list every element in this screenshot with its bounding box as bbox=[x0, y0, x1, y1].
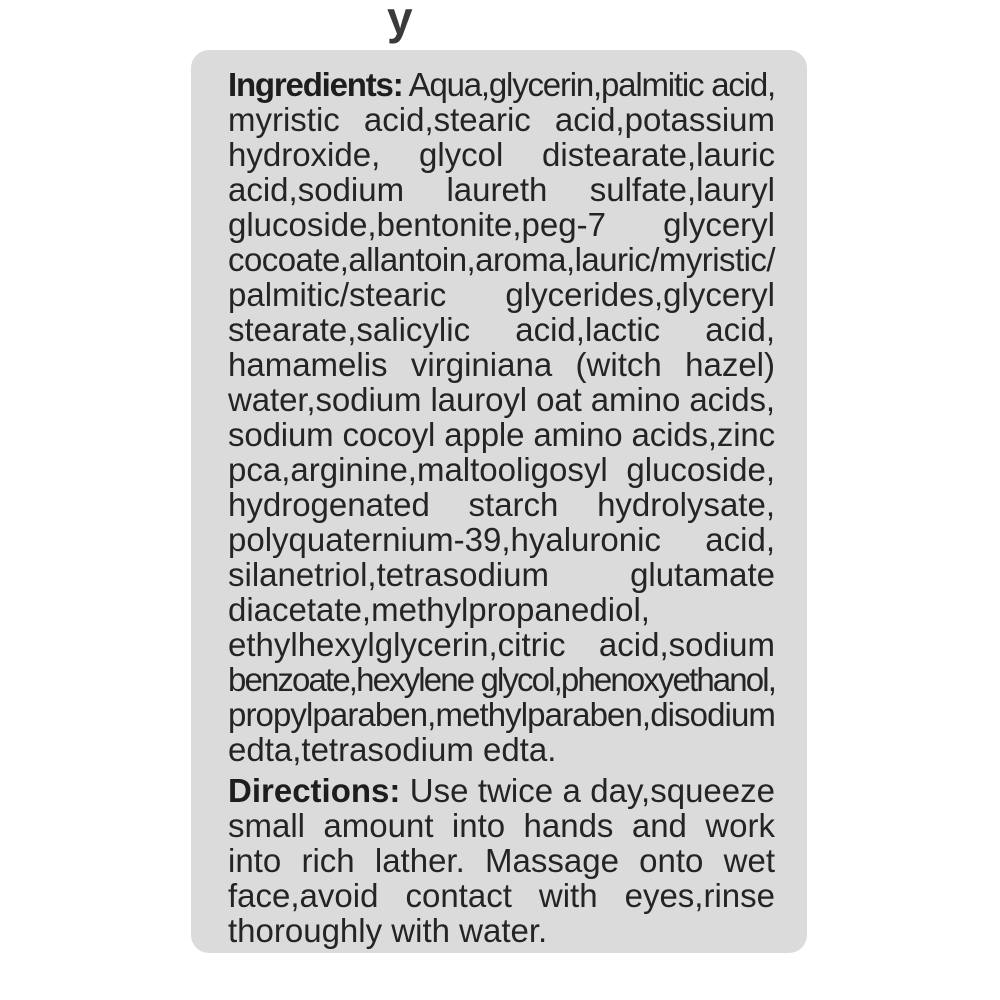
text-line bbox=[228, 773, 775, 808]
text-line: diacetate,methylpropanediol, bbox=[228, 591, 650, 628]
text-line: glucoside,bentonite,peg-7 glyceryl bbox=[228, 206, 775, 243]
text-line: edta,tetrasodium edta. bbox=[228, 731, 557, 768]
text-line: water,sodium lauroyl oat amino acids, bbox=[228, 381, 775, 418]
text-line: thoroughly with water. bbox=[228, 912, 548, 949]
cropped-text-remnant bbox=[384, 0, 418, 48]
text-line: polyquaternium-39,hyaluronic acid, bbox=[228, 521, 775, 558]
directions-paragraph bbox=[228, 773, 775, 948]
text-line: into rich lather. Massage onto wet bbox=[228, 842, 775, 879]
text-line: stearate,salicylic acid,lactic acid, bbox=[228, 311, 775, 348]
text-line: palmitic/stearic glycerides,glyceryl bbox=[228, 276, 775, 313]
text-line: benzoate,hexylene glycol,phenoxyethanol, bbox=[228, 661, 775, 698]
text-line: face,avoid contact with eyes,rinse bbox=[228, 877, 775, 914]
ingredients-paragraph bbox=[228, 67, 775, 767]
text-line: hydroxide, glycol distearate,lauric bbox=[228, 136, 775, 173]
text-line: pca,arginine,maltooligosyl glucoside, bbox=[228, 451, 775, 488]
ingredients-lead-line bbox=[228, 66, 775, 103]
directions-lead-line bbox=[228, 772, 775, 809]
directions-first-line-text: Use twice a day,squeeze bbox=[400, 772, 775, 809]
text-line: myristic acid,stearic acid,potassium bbox=[228, 101, 775, 138]
text-line: silanetriol,tetrasodium glutamate bbox=[228, 556, 775, 593]
text-line: small amount into hands and work bbox=[228, 807, 775, 844]
text-line bbox=[228, 67, 775, 102]
directions-heading: Directions: bbox=[228, 772, 401, 809]
ingredients-lines bbox=[228, 102, 775, 767]
ingredients-heading: Ingredients: bbox=[228, 66, 403, 103]
text-line: cocoate,allantoin,aroma,lauric/myristic/ bbox=[228, 241, 775, 278]
text-line: ethylhexylglycerin,citric acid,sodium bbox=[228, 626, 775, 663]
text-line: propylparaben,methylparaben,disodium bbox=[228, 696, 775, 733]
text-line: hydrogenated starch hydrolysate, bbox=[228, 486, 775, 523]
directions-lines bbox=[228, 808, 775, 948]
text-line: acid,sodium laureth sulfate,lauryl bbox=[228, 171, 775, 208]
text-line: sodium cocoyl apple amino acids,zinc bbox=[228, 416, 775, 453]
ingredients-first-line-text: Aqua,glycerin,palmitic acid, bbox=[402, 66, 775, 103]
product-label-panel bbox=[191, 50, 807, 953]
text-line: hamamelis virginiana (witch hazel) bbox=[228, 346, 775, 383]
partial-letter-glyph: y bbox=[387, 0, 413, 44]
